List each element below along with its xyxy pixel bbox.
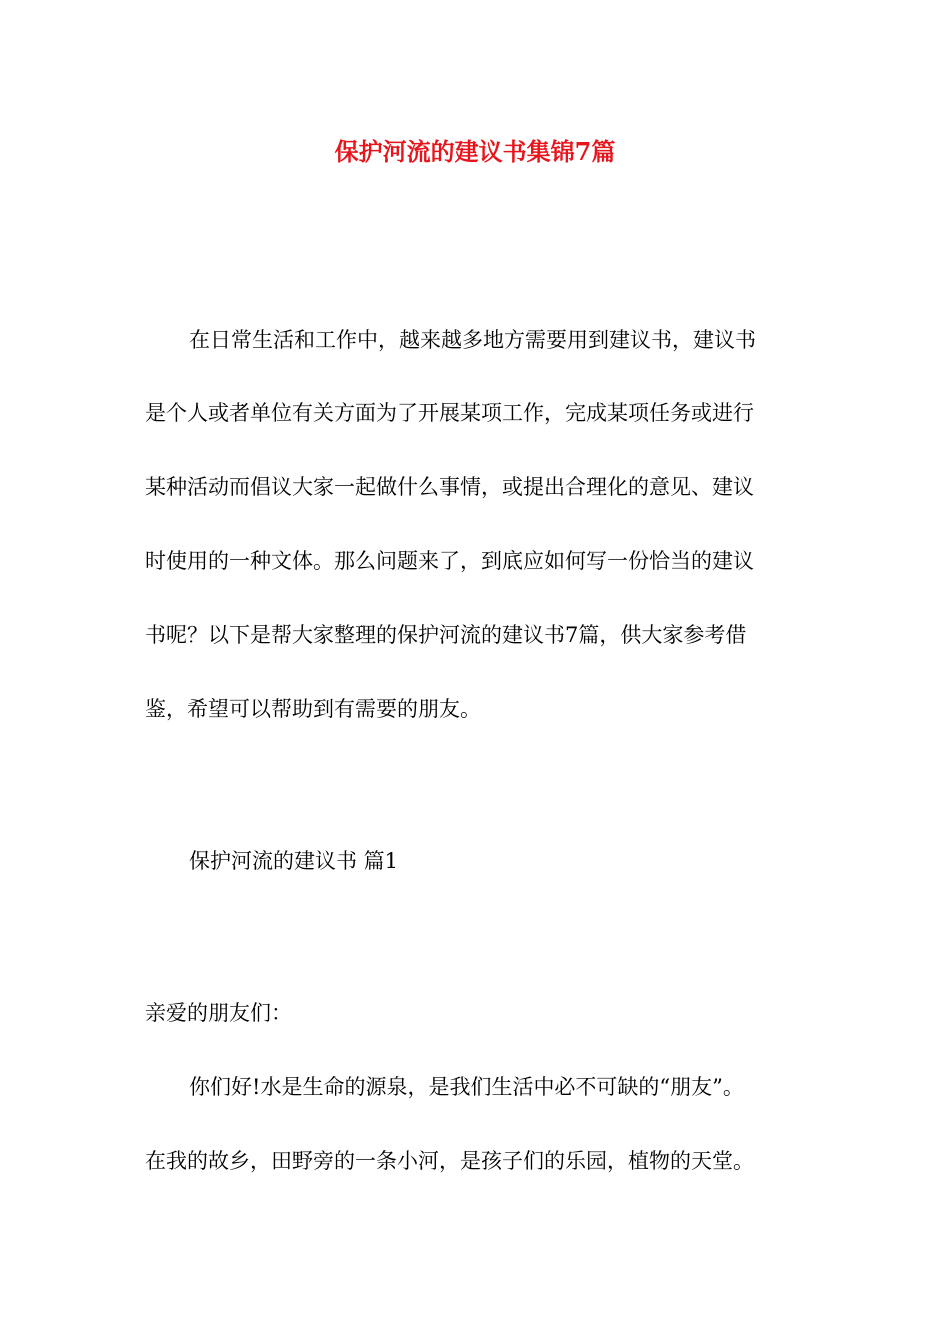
document-title: 保护河流的建议书集锦7篇 — [334, 137, 616, 166]
section-heading: 保护河流的建议书 篇1 — [189, 849, 399, 873]
intro-line-6: 鉴，希望可以帮助到有需要的朋友。 — [145, 697, 481, 721]
intro-line-5: 书呢？以下是帮大家整理的保护河流的建议书7篇，供大家参考借 — [145, 623, 747, 647]
intro-line-4: 时使用的一种文体。那么问题来了，到底应如何写一份恰当的建议 — [145, 549, 754, 573]
intro-line-3: 某种活动而倡议大家一起做什么事情，或提出合理化的意见、建议 — [145, 475, 754, 499]
intro-line-1: 在日常生活和工作中，越来越多地方需要用到建议书，建议书 — [189, 328, 756, 352]
body-line-2: 在我的故乡，田野旁的一条小河，是孩子们的乐园，植物的天堂。 — [145, 1149, 754, 1173]
body-line-1: 你们好!水是生命的源泉，是我们生活中必不可缺的“朋友”。 — [189, 1075, 744, 1099]
salutation: 亲爱的朋友们： — [145, 1001, 292, 1025]
intro-line-2: 是个人或者单位有关方面为了开展某项工作，完成某项任务或进行 — [145, 401, 754, 425]
